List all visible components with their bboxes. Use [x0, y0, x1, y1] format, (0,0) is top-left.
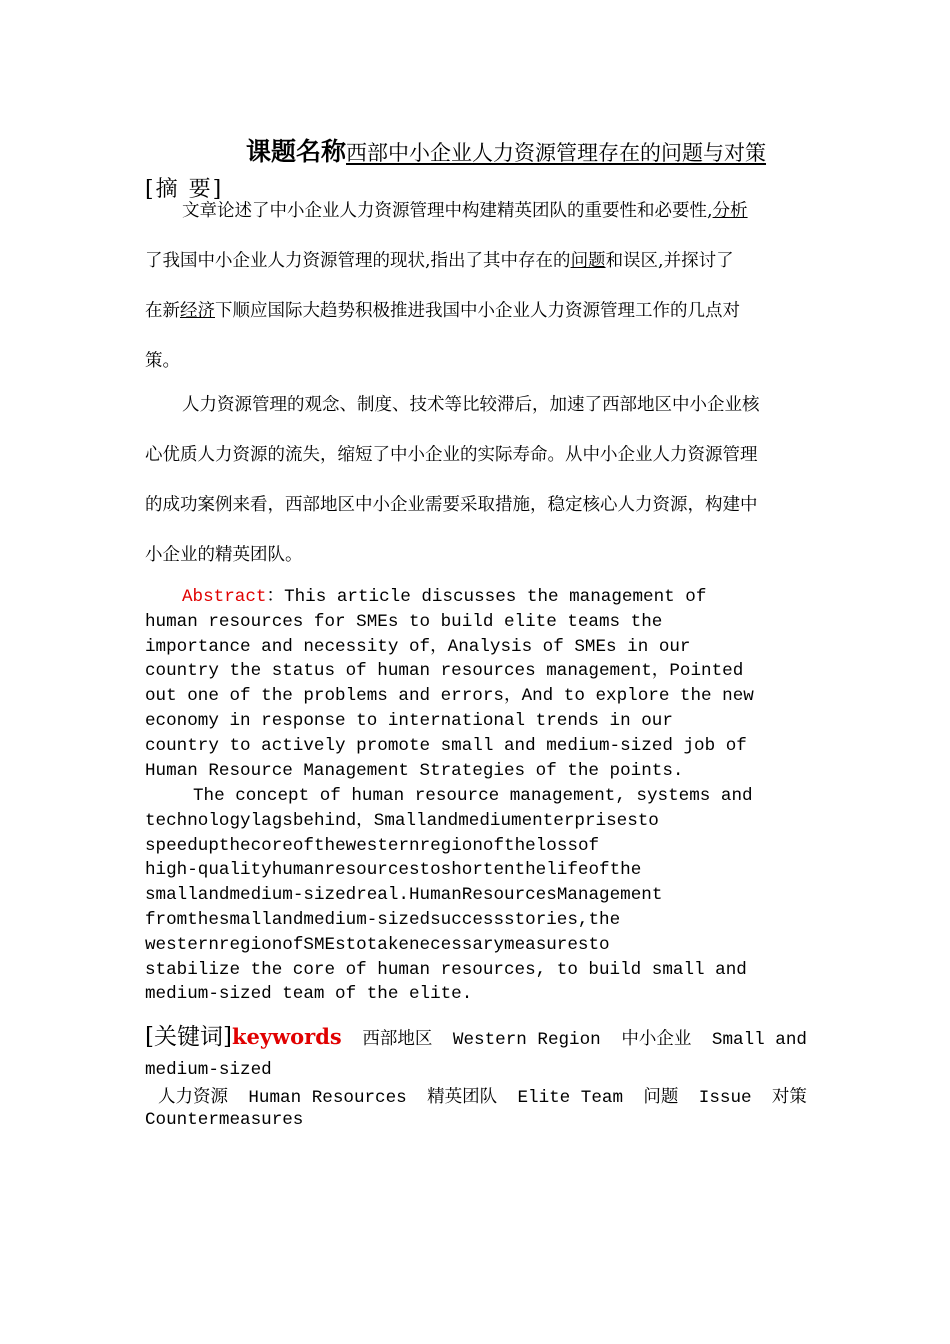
keyword-cn: 人力资源: [158, 1087, 228, 1107]
en-para2-line-9: medium-sized team of the elite.: [145, 984, 473, 1005]
word: small: [145, 885, 198, 906]
word: success: [430, 909, 505, 930]
word: measures: [504, 934, 589, 955]
keywords-label-en: keywords: [231, 1024, 342, 1049]
keywords-line-3: [158, 1083, 807, 1108]
word: to: [588, 934, 610, 955]
title-line: [246, 132, 826, 168]
chinese-paragraph-2: [145, 380, 807, 580]
word: enterprises: [521, 810, 638, 831]
en-para1-line-2: human resources for SMEs to build elite teams the: [145, 611, 663, 632]
keyword-cn: 问题: [643, 1087, 679, 1107]
cn-para1-line-1: [145, 186, 807, 236]
en-para1-line-1: [145, 585, 807, 610]
word: and: [271, 909, 304, 930]
keyword-cn: 精英团队: [427, 1087, 498, 1107]
word: human: [271, 860, 325, 881]
en-para1-line-5: out one of the problems and errors，And to explore the new: [145, 686, 754, 707]
cn-para1-line-2: [145, 236, 807, 286]
keywords-line-4: Countermeasures: [145, 1110, 304, 1130]
word: the: [218, 835, 251, 856]
word: technology: [145, 810, 251, 831]
cn-para1-line-4: 策。: [145, 351, 180, 371]
cn-para2-line-3: 的成功案例来看，西部地区中小企业需要采取措施，稳定核心人力资源，构建中: [145, 495, 758, 515]
link-problem[interactable]: 问题: [570, 251, 606, 271]
word: of: [482, 835, 505, 856]
word: of: [282, 934, 304, 955]
keywords-line-1: [145, 1018, 807, 1052]
english-abstract-paragraph-1: [145, 585, 807, 783]
en-para1-line-4: country the status of human resources management，Pointed: [145, 661, 744, 682]
en-para1-line-3: importance and necessity of，Analysis of SMEs in our: [145, 636, 691, 657]
en-para1-line-6: economy in response to international trends in our: [145, 710, 673, 731]
en-para2-line-8: stabilize the core of human resources, to build small and: [145, 959, 747, 980]
word: resources: [324, 860, 420, 881]
keyword-en: Western Region: [452, 1030, 601, 1050]
en-para2-line-6: [145, 908, 807, 933]
word: from: [145, 909, 188, 930]
keyword-cn: 西部地区: [362, 1029, 433, 1049]
word: to: [345, 934, 367, 955]
word: Human: [408, 885, 462, 906]
english-abstract-paragraph-2: [145, 784, 807, 1007]
en-para2-line-7: [145, 933, 807, 958]
word: Management: [556, 885, 663, 906]
word: of: [588, 860, 610, 881]
chinese-paragraph-1: [145, 186, 807, 386]
en-para2-line-1: The concept of human resource management, systems and: [193, 786, 753, 806]
text-span: 下顺应国际大趋势积极推进我国中小企业人力资源管理工作的几点对: [215, 301, 740, 321]
word: the: [609, 860, 642, 881]
word: to: [637, 810, 659, 831]
word: real.: [356, 885, 409, 906]
word: and: [426, 810, 459, 831]
word: region: [419, 835, 483, 856]
word: necessary: [408, 934, 505, 955]
word: stories,: [504, 909, 589, 930]
link-analysis[interactable]: 分析: [712, 201, 748, 221]
word: region: [218, 934, 283, 955]
cn-para2-line-4: 小企业的精英团队。: [145, 545, 303, 565]
word: the: [504, 835, 536, 856]
word: and: [197, 885, 230, 906]
keywords-label-cn: [关键词]: [145, 1024, 232, 1050]
keywords-line-2: medium-sized: [145, 1060, 272, 1080]
abstract-heading: [摘 要]: [145, 177, 224, 202]
link-economy[interactable]: 经济: [180, 301, 215, 321]
cn-para1-line-3: [145, 286, 807, 336]
word: speed: [145, 835, 198, 856]
word: the: [588, 909, 621, 930]
word: behind，Small: [292, 810, 427, 831]
cn-para2-line-1: 人力资源管理的观念、制度、技术等比较滞后，加速了西部地区中小企业核: [182, 395, 760, 415]
word: Resources: [461, 885, 557, 906]
word: loss: [535, 835, 578, 856]
word: take: [366, 934, 409, 955]
word: small: [218, 909, 272, 930]
word: core: [250, 835, 293, 856]
keyword-cn: 中小企业: [621, 1029, 692, 1049]
en-para2-line-2: [145, 809, 807, 834]
text-span: 在新: [145, 301, 180, 321]
cn-para2-line-2: 心优质人力资源的流失，缩短了中小企业的实际寿命。从中小企业人力资源管理: [145, 445, 758, 465]
word: up: [197, 835, 219, 856]
word: western: [145, 934, 219, 955]
keyword-en: Elite Team: [517, 1088, 624, 1108]
en-para2-line-3: [145, 834, 807, 859]
word: of: [577, 835, 600, 856]
en-para1-line-7: country to actively promote small and medium-sized job of: [145, 735, 747, 756]
keyword-en: Small and: [711, 1030, 807, 1050]
word: medium-sized: [229, 885, 357, 906]
en-para2-line-5: [145, 883, 807, 908]
word: lags: [250, 810, 293, 831]
keywords-heading: [145, 1018, 342, 1051]
word: shorten: [440, 860, 515, 881]
word: SMEs: [303, 934, 346, 955]
text-span: 和误区,并探讨了: [605, 251, 734, 271]
keyword-cn: 对策: [771, 1087, 807, 1107]
word: high-quality: [145, 860, 272, 881]
title-text: 西部中小企业人力资源管理存在的问题与对策: [346, 141, 767, 165]
word: life: [546, 860, 589, 881]
en-para1-line-8: Human Resource Management Strategies of the points.: [145, 760, 684, 781]
word: the: [187, 909, 219, 930]
word: medium-sized: [303, 909, 431, 930]
word: the: [313, 835, 346, 856]
keyword-en: Human Resources: [248, 1088, 407, 1108]
word: western: [345, 835, 420, 856]
abstract-label-en: Abstract: [182, 587, 267, 607]
text-span: 了我国中小企业人力资源管理的现状,指出了其中存在的: [145, 251, 571, 271]
text-span: ：This article discusses the management of: [266, 587, 707, 607]
word: medium: [458, 810, 522, 831]
text-span: 文章论述了中小企业人力资源管理中构建精英团队的重要性和必要性,: [182, 201, 713, 221]
word: to: [419, 860, 441, 881]
word: the: [514, 860, 547, 881]
keyword-en: Issue: [698, 1088, 752, 1108]
en-para2-line-4: [145, 858, 807, 883]
title-label: 课题名称: [246, 137, 347, 166]
word: of: [292, 835, 314, 856]
